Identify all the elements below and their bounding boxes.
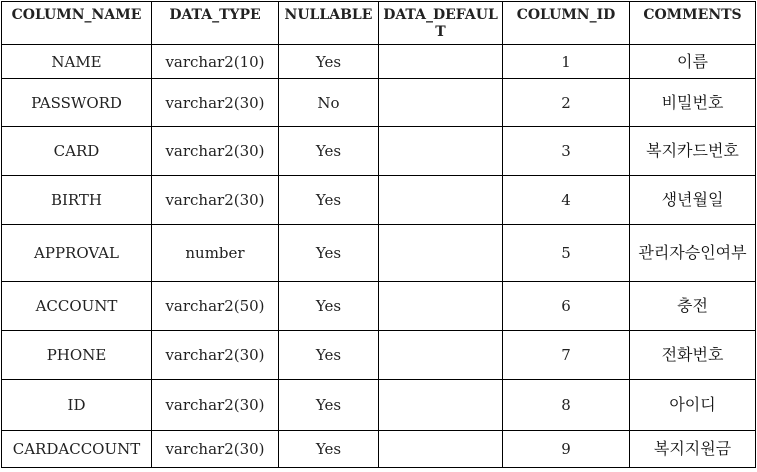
cell-column-id: 8 [503, 380, 630, 431]
cell-nullable: Yes [279, 282, 379, 331]
cell-nullable: Yes [279, 176, 379, 225]
cell-nullable: Yes [279, 225, 379, 282]
cell-comments: 충전 [630, 282, 756, 331]
cell-comments: 복지지원금 [630, 431, 756, 468]
cell-data-type: varchar2(30) [152, 176, 279, 225]
cell-comments: 아이디 [630, 380, 756, 431]
cell-comments: 생년월일 [630, 176, 756, 225]
table-row [2, 176, 756, 225]
table-row [2, 127, 756, 176]
cell-data-default [379, 127, 503, 176]
cell-data-type: varchar2(30) [152, 380, 279, 431]
cell-comments: 관리자승인여부 [630, 225, 756, 282]
header-column-id: COLUMN_ID [503, 2, 630, 45]
cell-data-type: varchar2(30) [152, 127, 279, 176]
cell-data-default [379, 282, 503, 331]
cell-comments: 전화번호 [630, 331, 756, 380]
cell-comments: 이름 [630, 45, 756, 79]
table-row [2, 282, 756, 331]
cell-column-name: BIRTH [2, 176, 152, 225]
cell-nullable: Yes [279, 45, 379, 79]
column-schema-table [1, 1, 756, 468]
table-row [2, 79, 756, 127]
cell-nullable: Yes [279, 431, 379, 468]
header-comments: COMMENTS [630, 2, 756, 45]
cell-column-id: 7 [503, 331, 630, 380]
cell-column-name: CARD [2, 127, 152, 176]
table-row [2, 45, 756, 79]
cell-data-default [379, 225, 503, 282]
cell-nullable: Yes [279, 380, 379, 431]
cell-data-type: varchar2(10) [152, 45, 279, 79]
cell-nullable: Yes [279, 331, 379, 380]
cell-comments: 복지카드번호 [630, 127, 756, 176]
cell-column-name: PASSWORD [2, 79, 152, 127]
cell-data-default [379, 431, 503, 468]
header-data-default: DATA_DEFAULT [379, 2, 503, 45]
cell-data-default [379, 380, 503, 431]
cell-column-id: 3 [503, 127, 630, 176]
cell-column-name: ACCOUNT [2, 282, 152, 331]
cell-data-type: number [152, 225, 279, 282]
cell-data-type: varchar2(50) [152, 282, 279, 331]
cell-column-id: 2 [503, 79, 630, 127]
cell-column-name: NAME [2, 45, 152, 79]
cell-data-default [379, 331, 503, 380]
cell-data-default [379, 79, 503, 127]
cell-column-name: PHONE [2, 331, 152, 380]
cell-column-id: 9 [503, 431, 630, 468]
table-row [2, 225, 756, 282]
cell-data-type: varchar2(30) [152, 431, 279, 468]
cell-column-name: CARDACCOUNT [2, 431, 152, 468]
cell-column-name: ID [2, 380, 152, 431]
cell-comments: 비밀번호 [630, 79, 756, 127]
cell-data-type: varchar2(30) [152, 331, 279, 380]
cell-column-id: 5 [503, 225, 630, 282]
header-column-name: COLUMN_NAME [2, 2, 152, 45]
table-row [2, 380, 756, 431]
header-nullable: NULLABLE [279, 2, 379, 45]
cell-data-type: varchar2(30) [152, 79, 279, 127]
header-row [2, 2, 756, 45]
cell-data-default [379, 45, 503, 79]
table-row [2, 331, 756, 380]
cell-column-id: 4 [503, 176, 630, 225]
cell-nullable: No [279, 79, 379, 127]
cell-column-name: APPROVAL [2, 225, 152, 282]
cell-data-default [379, 176, 503, 225]
table-row [2, 431, 756, 468]
cell-nullable: Yes [279, 127, 379, 176]
header-data-type: DATA_TYPE [152, 2, 279, 45]
cell-column-id: 6 [503, 282, 630, 331]
cell-column-id: 1 [503, 45, 630, 79]
